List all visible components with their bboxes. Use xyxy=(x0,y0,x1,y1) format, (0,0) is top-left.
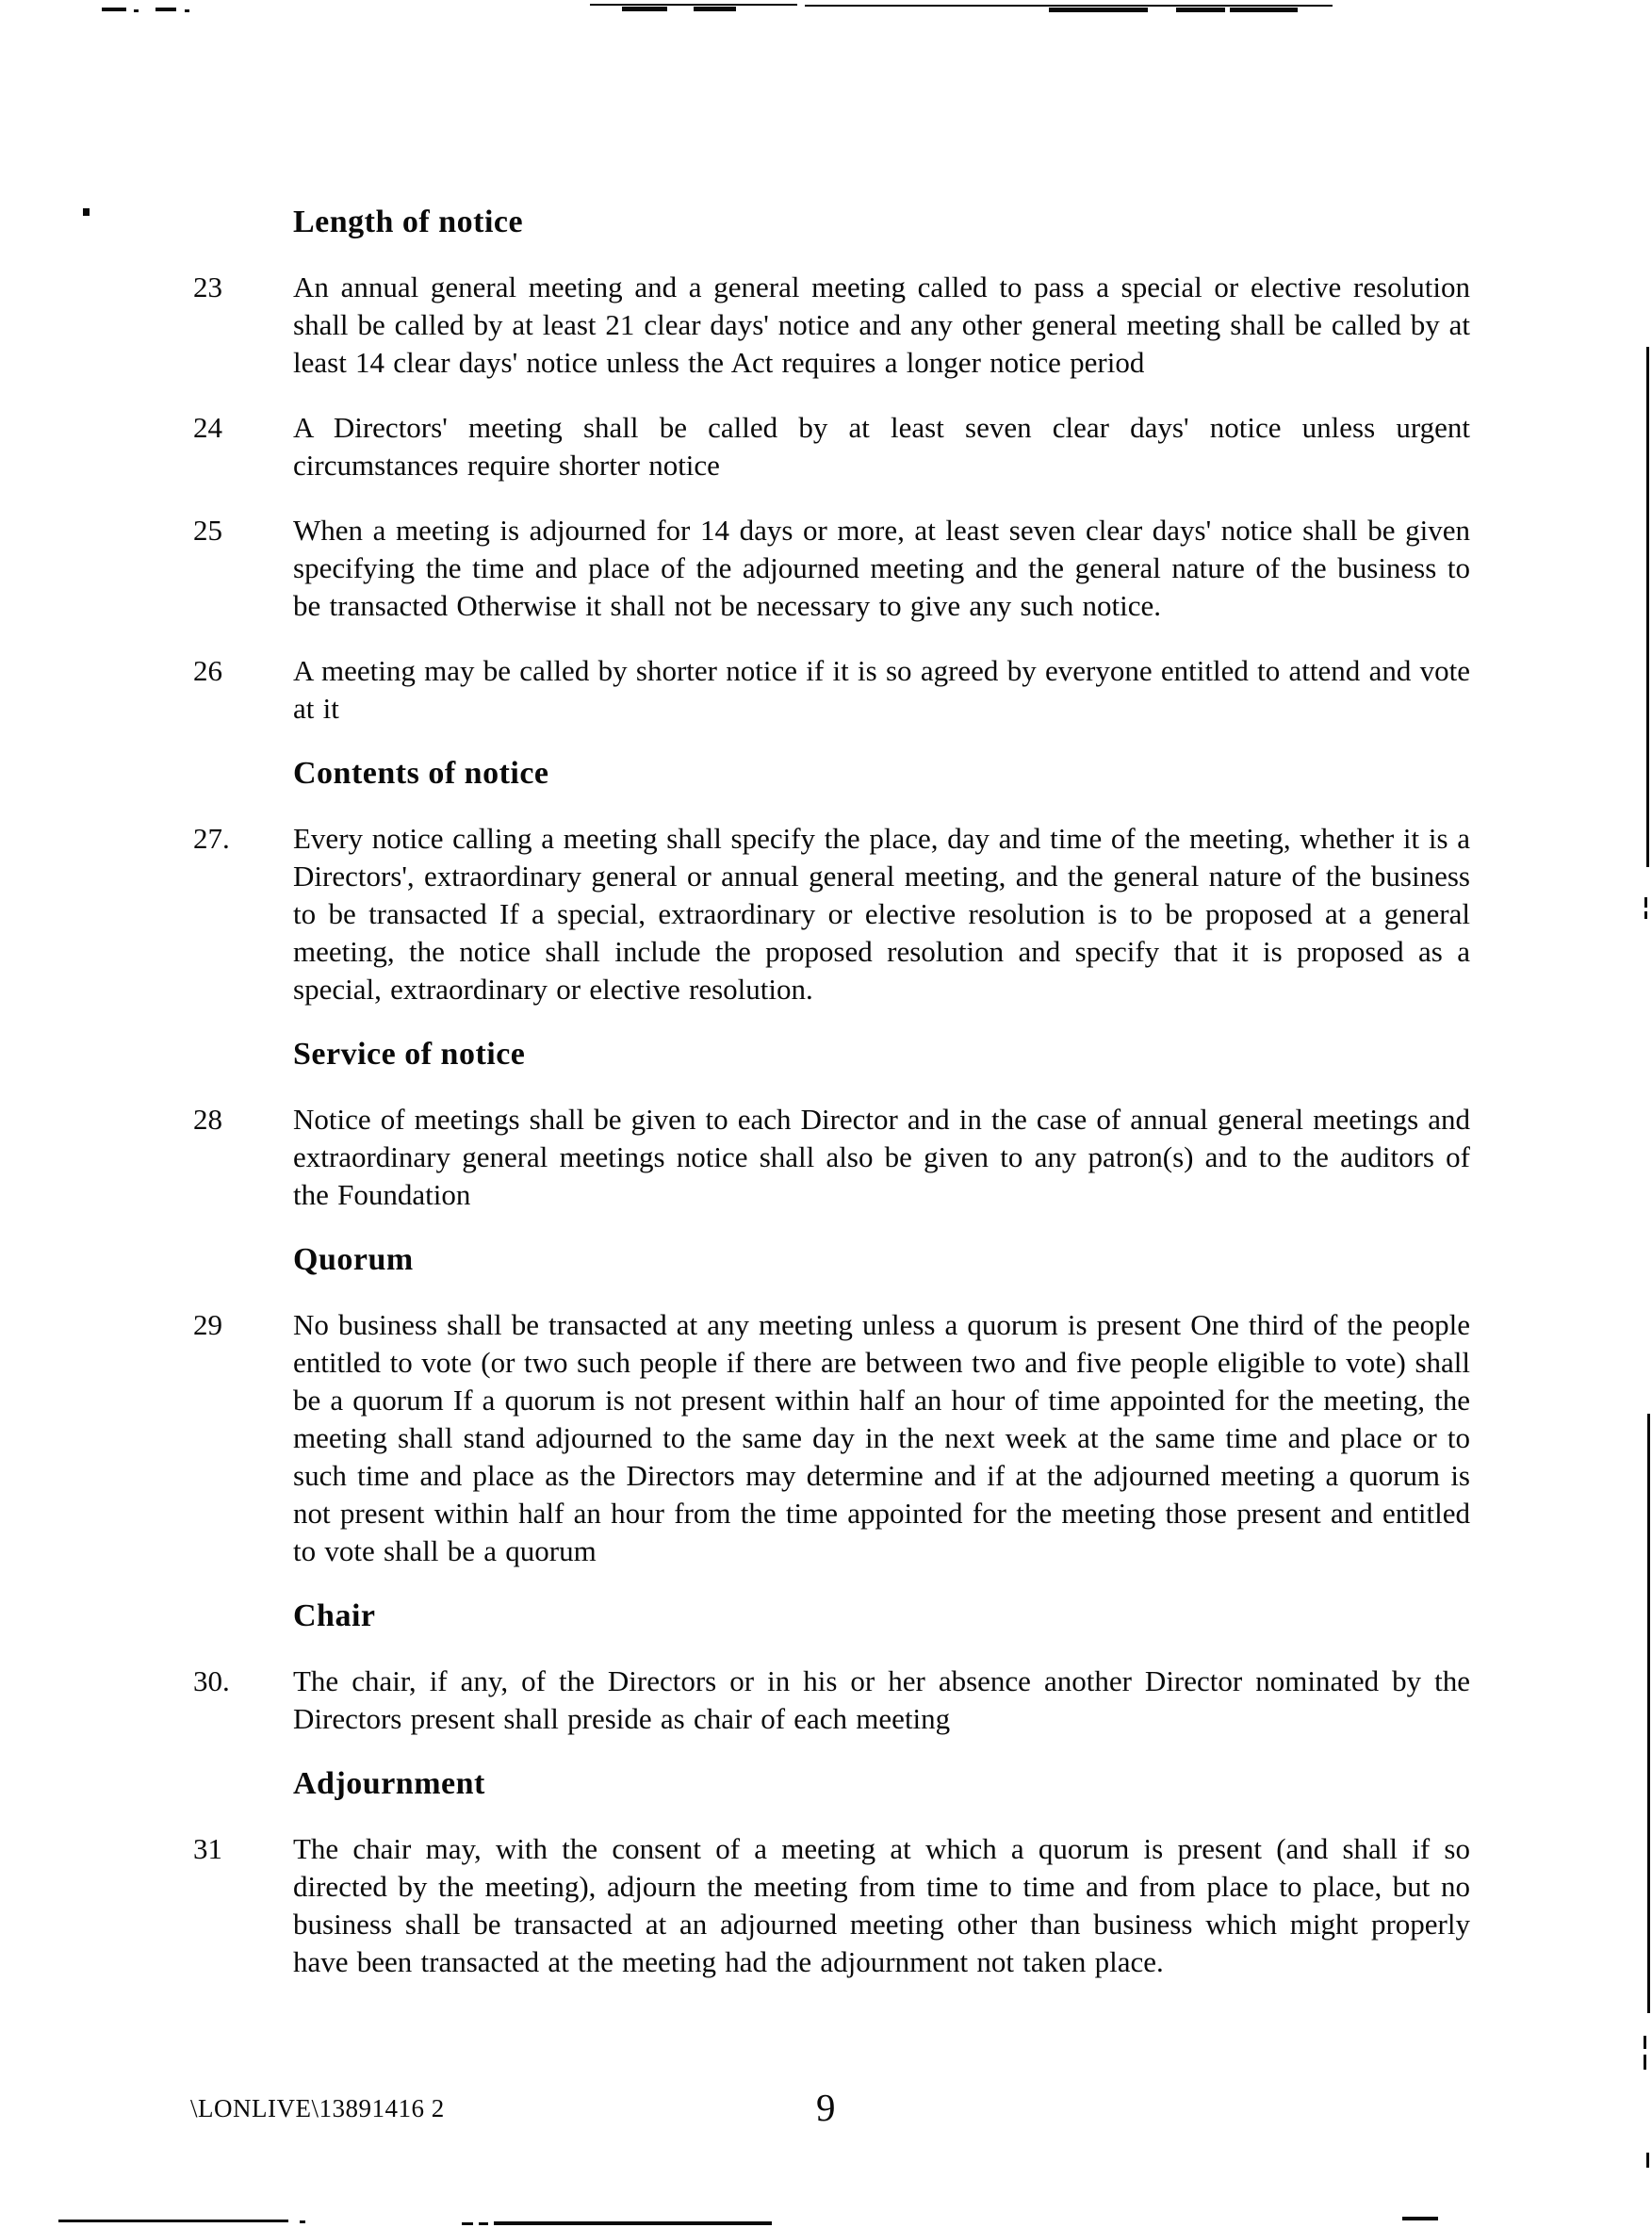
clause-number: 25 xyxy=(193,514,222,547)
section-heading-chair: Chair xyxy=(293,1598,376,1633)
scan-artifact-top-dot xyxy=(134,9,139,12)
clause-number: 27. xyxy=(193,822,230,855)
section-heading-service-of-notice: Service of notice xyxy=(293,1037,526,1072)
scan-artifact-right-dash xyxy=(1644,2036,1646,2049)
scan-artifact-top-line-blob xyxy=(622,7,667,11)
clause-text: No business shall be transacted at any meeting unless a quorum is present One third of the people entitled to vote (or two such people if there are between two and five people eligible to vote) shall be a quorum If a quorum is not present within half an hour of time appointed for the meeting, the meeting shall stand adjourned to the same day in the next week at the same time and place or to such time and place as the Directors may determine and if at the adjourned meeting a quorum is not present within half an hour from the time appointed for the meeting those present and entitled to vote shall be a quorum xyxy=(293,1308,1470,1567)
section-heading-adjournment: Adjournment xyxy=(293,1766,485,1801)
clause-30 xyxy=(193,1663,1470,1738)
clause-28 xyxy=(193,1101,1470,1214)
clause-number: 28 xyxy=(193,1103,222,1136)
scan-artifact-right-dash xyxy=(1644,897,1647,908)
clause-text: The chair, if any, of the Directors or in his or her absence another Director nominated by the Directors present shall preside as chair of each meeting xyxy=(293,1664,1470,1735)
scan-artifact-top-line-blob xyxy=(1176,8,1225,12)
scan-artifact-bottom-dash xyxy=(462,2222,473,2225)
scan-artifact-right-line xyxy=(1646,347,1649,867)
scan-artifact-bottom-dot xyxy=(300,2220,305,2223)
clause-text: Notice of meetings shall be given to each Director and in the case of annual general meetings and extraordinary general meetings notice shall also be given to any patron(s) and to the auditors of the Foundation xyxy=(293,1103,1470,1211)
clause-29 xyxy=(193,1306,1470,1570)
section-heading-quorum: Quorum xyxy=(293,1242,414,1277)
footer-document-reference: \LONLIVE\13891416 2 xyxy=(190,2094,445,2122)
clause-text: The chair may, with the consent of a meeting at which a quorum is present (and shall if so directed by the meeting), adjourn the meeting from time to time and from place to place, but no business shall be transacted at an adjourned meeting other than business which might properly have been transacted at the meeting had the adjournment not taken place. xyxy=(293,1832,1470,1978)
clause-31 xyxy=(193,1830,1470,1981)
scan-artifact-right-line xyxy=(1647,1414,1650,2013)
scan-artifact-bottom-line xyxy=(494,2221,772,2225)
scan-artifact-right-dash xyxy=(1644,911,1647,919)
section-heading-contents-of-notice: Contents of notice xyxy=(293,756,549,791)
clause-number: 23 xyxy=(193,270,222,303)
scan-artifact-bottom-dash xyxy=(479,2222,488,2225)
scan-artifact-right-dash xyxy=(1646,2153,1649,2168)
clause-text: An annual general meeting and a general meeting called to pass a special or elective resolution shall be called by at least 21 clear days' notice and any other general meeting shall be called by at least 14 clear days' notice unless the Act requires a longer notice period xyxy=(293,270,1470,379)
clause-27 xyxy=(193,820,1470,1008)
scan-artifact-top-line-blob xyxy=(1049,8,1148,12)
scan-artifact-top-line-blob xyxy=(1230,8,1298,12)
page-number: 9 xyxy=(816,2086,836,2129)
scan-artifact-margin-dot xyxy=(83,208,90,216)
scan-artifact-top-dash xyxy=(155,8,176,11)
clause-text: When a meeting is adjourned for 14 days or more, at least seven clear days' notice shall be given specifying the time and place of the adjourned meeting and the general nature of the business to be transacted Otherwise it shall not be necessary to give any such notice. xyxy=(293,514,1470,622)
clause-text: A Directors' meeting shall be called by at least seven clear days' notice unless urgent circumstances require shorter notice xyxy=(293,411,1470,482)
scan-artifact-top-dash xyxy=(102,8,126,11)
scan-artifact-top-dot xyxy=(185,9,189,12)
clause-text: A meeting may be called by shorter notice if it is so agreed by everyone entitled to attend and vote at it xyxy=(293,654,1470,725)
scan-artifact-bottom-line xyxy=(58,2220,288,2222)
clause-number: 26 xyxy=(193,654,222,687)
scan-artifact-top-line xyxy=(590,4,797,6)
clause-24 xyxy=(193,409,1470,484)
clause-number: 24 xyxy=(193,411,222,444)
clause-25 xyxy=(193,512,1470,625)
clause-26 xyxy=(193,652,1470,728)
section-heading-length-of-notice: Length of notice xyxy=(293,205,524,239)
clause-23 xyxy=(193,269,1470,382)
scan-artifact-top-line-blob xyxy=(694,7,736,11)
scan-artifact-top-line xyxy=(805,5,1333,7)
clause-text: Every notice calling a meeting shall specify the place, day and time of the meeting, whether it is a Directors', extraordinary general or annual general meeting, and the general nature of the business to be transacted If a special, extraordinary or elective resolution is to be proposed at a general meeting, the notice shall include the proposed resolution and specify that it is proposed as a special, extraordinary or elective resolution. xyxy=(293,822,1470,1006)
scan-artifact-bottom-dash xyxy=(1402,2217,1438,2220)
scan-artifact-right-dash xyxy=(1644,2055,1646,2070)
clause-number: 29 xyxy=(193,1308,222,1341)
clause-number: 31 xyxy=(193,1832,222,1865)
clause-number: 30. xyxy=(193,1664,230,1697)
document-body xyxy=(193,204,1470,2008)
